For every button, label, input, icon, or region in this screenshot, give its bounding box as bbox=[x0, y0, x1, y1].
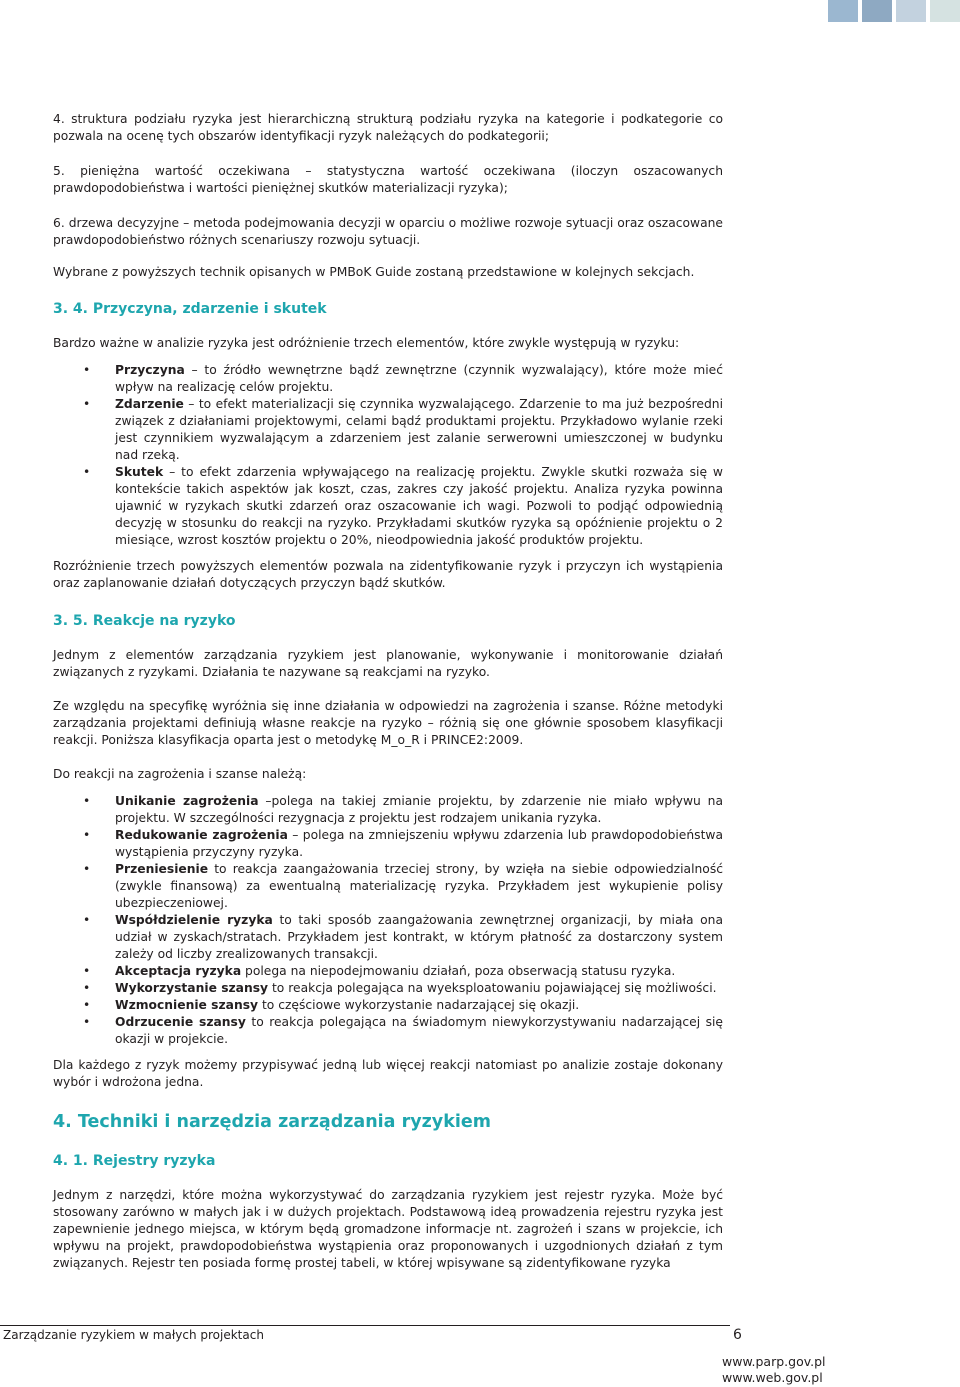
bullet-term: Wykorzystanie szansy bbox=[115, 981, 269, 995]
bullet-item bbox=[53, 827, 723, 861]
bullet-item bbox=[53, 793, 723, 827]
pmbok-paragraph: Wybrane z powyższych technik opisanych w PMBoK Guide zostaną przedstawione w kolejnych sekcjach. bbox=[53, 265, 695, 279]
page-footer bbox=[0, 1325, 960, 1387]
bullet-term: Przeniesienie bbox=[115, 862, 209, 876]
decorative-squares bbox=[828, 0, 960, 22]
page-content bbox=[53, 111, 723, 1272]
bullet-term: Redukowanie zagrożenia bbox=[115, 828, 288, 842]
bullet-term: Odrzucenie szansy bbox=[115, 1015, 246, 1029]
bullet-term: Wzmocnienie szansy bbox=[115, 998, 259, 1012]
bullet-text: to reakcja polegająca na świadomym niewykorzystywaniu nadarzającej się okazji w projekcie. bbox=[115, 1015, 723, 1046]
bullet-text: to częściowe wykorzystanie nadarzającej się okazji. bbox=[258, 998, 580, 1012]
footer-title: Zarządzanie ryzykiem w małych projektach bbox=[3, 1328, 264, 1342]
bullet-term: Współdzielenie ryzyka bbox=[115, 913, 273, 927]
sec34-outro: Rozróżnienie trzech powyższych elementów pozwala na zidentyfikowanie ryzyk i przyczyn ich wystąpienia oraz zaplanowanie działań dotyczących przyczyn bądź skutków. bbox=[53, 559, 723, 590]
decor-square bbox=[930, 0, 960, 22]
bullet-term: Unikanie zagrożenia bbox=[115, 794, 259, 808]
bullet-item bbox=[53, 396, 723, 464]
decor-square bbox=[862, 0, 892, 22]
footer-divider bbox=[0, 1325, 730, 1326]
bullet-text: to reakcja polegająca na wyeksploatowaniu pojawiającej się możliwości. bbox=[268, 981, 717, 995]
bullet-text: to taki sposób zaangażowania zewnętrznej organizacji, by miała ona udział w zyskach/stratach. Przykładem jest kontrakt, w którym płatność za dostarczony system zależy od liczby zrealizowanych transakcji. bbox=[115, 913, 723, 961]
bullet-term: Przyczyna bbox=[115, 363, 185, 377]
bullet-item bbox=[53, 362, 723, 396]
section-heading-4: 4. Techniki i narzędzia zarządzania ryzykiem bbox=[53, 1112, 491, 1132]
bullet-text: – to efekt zdarzenia wpływającego na realizację projektu. Zwykle skutki rozważa się w kontekście takich aspektów jak koszt, czas, zakres czy jakość projektu. Analiza ryzyka powinna ujawnić w ryzykach skutki zdarzeń oraz oszacowanie ich wagi. Pozwoli to podjąć odpowiednią decyzję w stosunku do reakcji na ryzyko. Przykładami skutków ryzyka są opóźnienie projektu o 2 miesiące, wzrost kosztów projektu o 20%, nieodpowiednia jakość produktów projektu. bbox=[115, 465, 723, 547]
decor-square bbox=[828, 0, 858, 22]
bullet-text: –polega na takiej zmianie projektu, by zdarzenie nie miało wpływu na projektu. W szczególności rezygnacja z projektu jest rodzajem unikania ryzyka. bbox=[115, 794, 723, 825]
bullet-term: Skutek bbox=[115, 465, 164, 479]
sec41-paragraph-1: Jednym z narzędzi, które można wykorzystywać do zarządzania ryzykiem jest rejestr ryzyka. Może być stosowany zarówno w małych jak i w dużych projektach. Podstawową ideą prowadzenia rejestru ryzyka jest zapewnienie jednego miejsca, w którym będą gromadzone informacje nt. zagrożeń i szans w projekcie, ich wpływu na projekt, prawdopodobieństwa wystąpienia oraz proponowanych i uzgodnionych działań z tym związanych. Rejestr ten posiada formę prostej tabeli, w której wpisywane są zidentyfikowane ryzyka bbox=[53, 1188, 723, 1270]
list-item-6: 6. drzewa decyzyjne – metoda podejmowania decyzji w oparciu o możliwe rozwoje sytuacji oraz oszacowane prawdopodobieństwo różnych scenariuszy rozwoju sytuacji. bbox=[53, 216, 723, 247]
bullet-text: to reakcja zaangażowania trzeciej strony, by wzięła na siebie odpowiedzialność (zwykle finansową) za ewentualną materializację ryzyka. Przykładem jest wykupienie polisy ubezpieczeniowej. bbox=[115, 862, 723, 910]
sec35-outro: Dla każdego z ryzyk możemy przypisywać jedną lub więcej reakcji natomiast po analizie zostaje dokonany wybór i wdrożona jedna. bbox=[53, 1058, 723, 1089]
sec35-paragraph-1: Jednym z elementów zarządzania ryzykiem jest planowanie, wykonywanie i monitorowanie działań związanych z ryzykami. Działania te nazywane są reakcjami na ryzyko. bbox=[53, 648, 723, 679]
bullet-item bbox=[53, 963, 723, 980]
list-item-5: 5. pieniężna wartość oczekiwana – statystyczna wartość oczekiwana (iloczyn oszacowanych prawdopodobieństwa i wartości pieniężnej skutków materializacji ryzyka); bbox=[53, 164, 723, 195]
bullet-item bbox=[53, 861, 723, 912]
sec35-bullet-list bbox=[53, 793, 723, 1048]
section-heading-4-1: 4. 1. Rejestry ryzyka bbox=[53, 1153, 216, 1169]
sec34-intro: Bardzo ważne w analizie ryzyka jest odróżnienie trzech elementów, które zwykle występują w ryzyku: bbox=[53, 336, 680, 350]
footer-link-parp[interactable]: www.parp.gov.pl bbox=[722, 1354, 826, 1369]
bullet-item bbox=[53, 1014, 723, 1048]
bullet-item bbox=[53, 464, 723, 549]
sec34-bullet-list bbox=[53, 362, 723, 549]
bullet-text: – to źródło wewnętrzne bądź zewnętrzne (czynnik wyzwalający), które może mieć wpływ na realizację celów projektu. bbox=[115, 363, 723, 394]
section-heading-3-4: 3. 4. Przyczyna, zdarzenie i skutek bbox=[53, 301, 327, 317]
bullet-text: – to efekt materializacji się czynnika wyzwalającego. Zdarzenie to ma już bezpośredni związek z działaniami projektowymi, celami bądź produktami projektu. Przykładowo wylanie rzeki jest czynnikiem wyzwalającym a zdarzeniem jest zalanie serwerowni umieszczonej w budynku nad rzeką. bbox=[115, 397, 723, 462]
decor-square bbox=[896, 0, 926, 22]
footer-links bbox=[722, 1354, 826, 1386]
section-heading-3-5: 3. 5. Reakcje na ryzyko bbox=[53, 613, 236, 629]
bullet-text: polega na niepodejmowaniu działań, poza obserwacją statusu ryzyka. bbox=[241, 964, 676, 978]
bullet-term: Akceptacja ryzyka bbox=[115, 964, 242, 978]
sec35-paragraph-3: Do reakcji na zagrożenia i szanse należą: bbox=[53, 767, 307, 781]
list-item-4: 4. struktura podziału ryzyka jest hierarchiczną strukturą podziału ryzyka na kategorie i podkategorie co pozwala na ocenę tych obszarów identyfikacji ryzyk należących do podkategorii; bbox=[53, 112, 723, 143]
bullet-term: Zdarzenie bbox=[115, 397, 184, 411]
bullet-text: – polega na zmniejszeniu wpływu zdarzenia lub prawdopodobieństwa wystąpienia przyczyny ryzyka. bbox=[115, 828, 723, 859]
sec35-paragraph-2: Ze względu na specyfikę wyróżnia się inne działania w odpowiedzi na zagrożenia i szanse. Różne metodyki zarządzania projektami definiują własne reakcje na ryzyko – różnią się one głównie sposobem klasyfikacji reakcji. Poniższa klasyfikacja oparta jest o metodykę M_o_R i PRINCE2:2009. bbox=[53, 699, 723, 747]
bullet-item bbox=[53, 980, 723, 997]
page-number: 6 bbox=[733, 1327, 742, 1343]
bullet-item bbox=[53, 912, 723, 963]
bullet-item bbox=[53, 997, 723, 1014]
footer-link-web[interactable]: www.web.gov.pl bbox=[722, 1370, 823, 1385]
